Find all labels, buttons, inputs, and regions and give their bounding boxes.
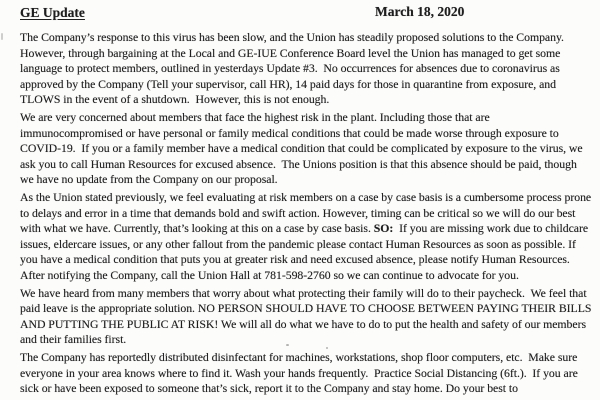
paragraph [20,286,593,348]
paragraph [20,190,593,283]
paragraph [20,350,593,397]
text-segment: The Company has reportedly distributed disinfectant for machines, workstations, shop floor computers, etc. Make sure everyone in your area knows where to find it. Wash your hands frequently. Practice Social Distancing (6ft.). If you are sick or have been exposed to someone that’s sick, report it to the Company and stay home. Do your best to [20,350,581,395]
document-title: GE Update [20,5,85,20]
document-body [20,30,593,397]
scan-artifact-speck [547,212,550,214]
text-segment: The Company’s response to this virus has been slow, and the Union has steadily proposed solutions to the Company. However, through bargaining at the Local and GE-IUE Conference Board level the Union has managed to get some language to protect members, outlined in yesterdays Update #3. No occurrences for absences due to coronavirus as approved by the Company (Tell your supervisor, call HR), 14 paid days for those in quarantine from exposure, and TLOWS in the event of a shutdown. However, this is not enough. [20,30,567,106]
scan-artifact-speck [286,344,289,346]
document-header [20,4,593,22]
scan-artifact-speck [326,347,328,349]
text-segment: If you are missing work due to childcare issues, eldercare issues, or any other fallout from the pandemic please contact Human Resources as soon as possible. If you have a medical condition that puts you at greater risk and need excused absence, please notify Human Resources. After notifying the Company, call the Union Hall at 781-598-2760 so we can continue to advocate for you. [20,221,591,282]
text-segment: We are very concerned about members that face the highest risk in the plant. Including those that are immunocompromised or have personal or family medical conditions that could be made worse through exposure to COVID-19. If you or a family member have a medical condition that could be complicated by exposure to the virus, we ask you to call Human Resources for excused absence. The Unions position is that this absence should be paid, though we have no update from the Company on our proposal. [20,110,586,186]
bold-text-segment: SO: [373,221,394,235]
paragraph [20,30,593,108]
text-segment: We have heard from many members that worry about what protecting their family will do to their paycheck. We feel that paid leave is the appropriate solution. NO PERSON SHOULD HAVE TO CHOOSE BETWEEN PAYING THEIR BILLS AND PUTTING THE PUBLIC AT RISK! We will all do what we have to do to put the health and safety of our members and their families first. [20,285,594,346]
paragraph [20,110,593,188]
scan-artifact-speck [1,33,3,40]
text-segment: As the Union stated previously, we feel evaluating at risk members on a case by case basis is a cumbersome process prone to delays and error in a time that demands bold and swift action. However, timing can be critical so we will do our best with what we have. Currently, that’s looking at this on a case by case basis. [20,190,595,235]
document-date: March 18, 2020 [375,4,465,19]
